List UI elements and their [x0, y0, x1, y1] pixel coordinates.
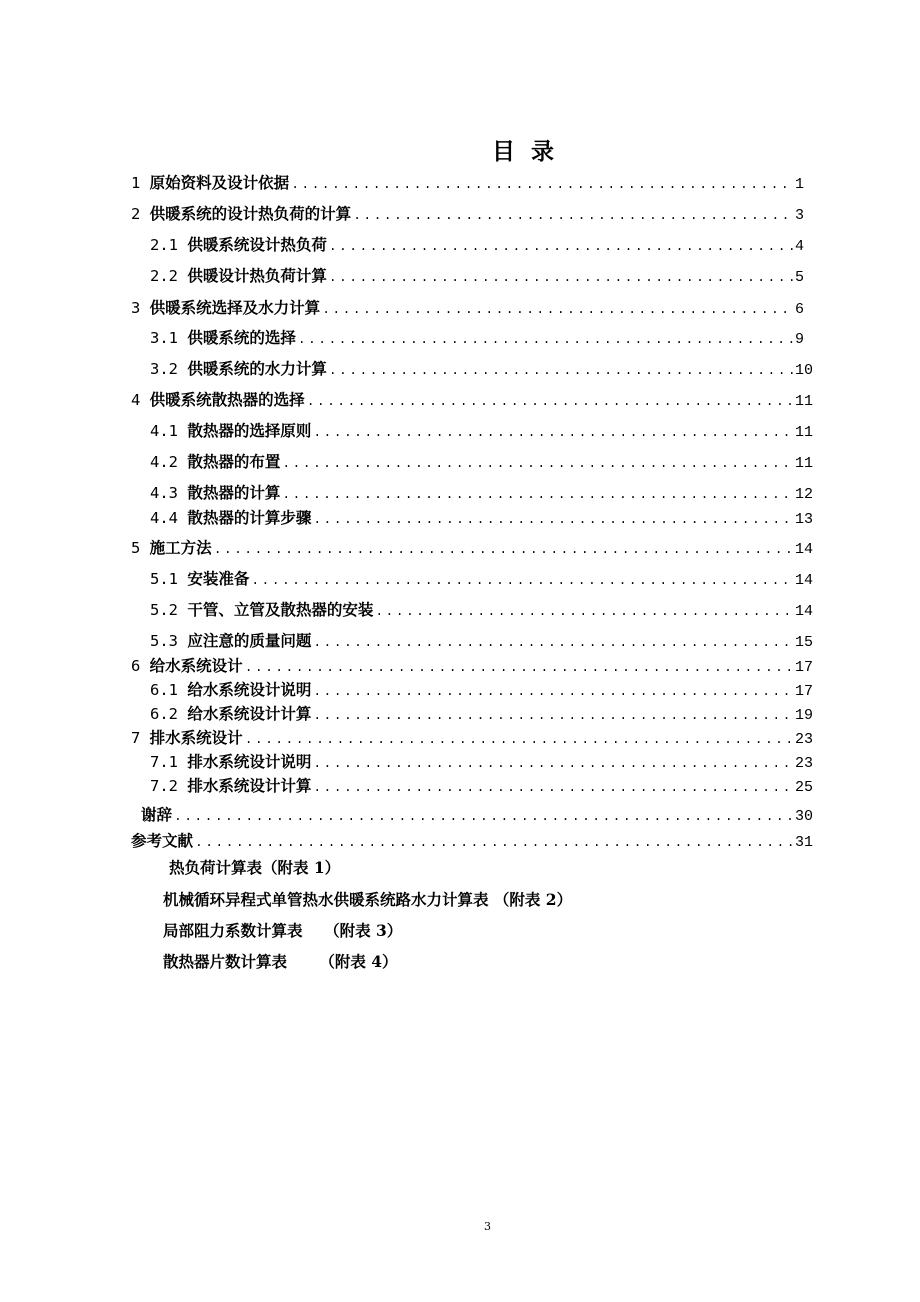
toc-leader-dots	[282, 487, 793, 502]
toc-title: 目 录	[491, 138, 558, 165]
toc-entry-number: 7	[131, 729, 150, 747]
toc-leader-dots	[322, 302, 793, 317]
toc-entry-text: 散热器的计算	[187, 483, 281, 502]
toc-entry-page: 6	[794, 301, 804, 318]
toc-entry-text: 供暖系统的选择	[187, 328, 296, 347]
toc-entry-page: 23	[794, 755, 813, 772]
toc-entry-page: 14	[794, 603, 813, 620]
toc-leader-dots	[282, 456, 793, 471]
toc-entry-number: 2.2	[150, 267, 188, 285]
toc-entry-number: 7.1	[150, 753, 188, 771]
toc-entry-page: 9	[794, 331, 804, 348]
toc-entry-text: 给水系统设计计算	[187, 704, 312, 723]
toc-leader-dots	[174, 809, 793, 824]
toc-entry-text: 谢辞	[141, 805, 173, 824]
page-number: 3	[484, 1220, 491, 1233]
toc-entry-page: 10	[794, 362, 813, 379]
toc-entry[interactable]	[150, 450, 813, 472]
toc-entry-text: 给水系统设计说明	[187, 680, 312, 699]
toc-entry[interactable]	[131, 171, 804, 193]
toc-entry-text: 供暖系统散热器的选择	[149, 390, 305, 409]
toc-entry-number: 6	[131, 657, 150, 675]
toc-entry-number: 4.3	[150, 484, 188, 502]
toc-entry[interactable]	[150, 357, 813, 379]
toc-entry-page: 3	[794, 207, 804, 224]
toc-leader-dots	[313, 512, 793, 527]
toc-entry[interactable]	[131, 536, 813, 558]
toc-entry[interactable]	[131, 829, 813, 851]
toc-leader-dots	[251, 573, 793, 588]
toc-entry-number: 5.3	[150, 632, 188, 650]
toc-entry-text: 散热器的计算步骤	[187, 508, 312, 527]
toc-entry-page: 5	[794, 269, 804, 286]
toc-entry[interactable]	[131, 296, 804, 318]
toc-entry-text: 原始资料及设计依据	[149, 173, 290, 192]
toc-entry-page: 25	[794, 779, 813, 796]
toc-leader-dots	[329, 239, 793, 254]
toc-entry[interactable]	[150, 567, 813, 589]
toc-entry-text: 供暖系统的水力计算	[187, 359, 327, 378]
toc-entry-page: 17	[794, 659, 813, 676]
toc-entry[interactable]	[150, 506, 813, 528]
appendix-item[interactable]: 热负荷计算表（附表 1）	[169, 858, 341, 877]
toc-leader-dots	[313, 684, 793, 699]
toc-entry-number: 3.2	[150, 360, 188, 378]
toc-entry[interactable]	[150, 598, 813, 620]
toc-entry-text: 安装准备	[187, 569, 250, 588]
toc-entry-text: 给水系统设计	[149, 656, 243, 675]
toc-leader-dots	[245, 660, 793, 675]
toc-entry-text: 应注意的质量问题	[187, 631, 312, 650]
toc-entry-text: 供暖系统选择及水力计算	[149, 298, 321, 317]
toc-entry[interactable]	[150, 678, 813, 700]
toc-entry[interactable]	[150, 629, 813, 651]
toc-entry[interactable]	[150, 233, 804, 255]
toc-leader-dots	[329, 270, 793, 285]
toc-entry-number: 6.1	[150, 681, 188, 699]
toc-entry-page: 14	[794, 572, 813, 589]
toc-entry-page: 15	[794, 634, 813, 651]
toc-entry-number: 3.1	[150, 329, 188, 347]
toc-entry-number: 4.2	[150, 453, 188, 471]
toc-entry[interactable]	[131, 388, 813, 410]
toc-leader-dots	[313, 756, 793, 771]
toc-entry-number: 6.2	[150, 705, 188, 723]
toc-entry-page: 31	[794, 834, 813, 851]
toc-entry-page: 1	[794, 176, 804, 193]
toc-entry-text: 散热器的选择原则	[187, 421, 312, 440]
toc-leader-dots	[214, 542, 793, 557]
toc-leader-dots	[353, 208, 793, 223]
toc-entry-page: 13	[794, 511, 813, 528]
appendix-item[interactable]: 局部阻力系数计算表 （附表 3）	[163, 921, 403, 940]
toc-entry-page: 4	[794, 238, 804, 255]
toc-entry[interactable]	[150, 750, 813, 772]
toc-entry-number: 4.1	[150, 422, 188, 440]
toc-leader-dots	[245, 732, 793, 747]
toc-entry-page: 23	[794, 731, 813, 748]
toc-entry-number: 7.2	[150, 777, 188, 795]
toc-entry-text: 排水系统设计说明	[187, 752, 312, 771]
toc-entry-text: 参考文献	[131, 831, 194, 850]
toc-entry-number: 2	[131, 205, 150, 223]
toc-entry-page: 12	[794, 486, 813, 503]
toc-leader-dots	[375, 604, 793, 619]
toc-entry-text: 排水系统设计计算	[187, 776, 312, 795]
toc-leader-dots	[313, 635, 793, 650]
toc-entry-text: 供暖系统的设计热负荷的计算	[149, 204, 352, 223]
toc-entry-page: 11	[794, 393, 813, 410]
toc-entry-number: 3	[131, 299, 150, 317]
toc-entry-number: 5.2	[150, 601, 188, 619]
toc-entry-text: 干管、立管及散热器的安装	[187, 600, 374, 619]
toc-leader-dots	[313, 425, 793, 440]
toc-leader-dots	[291, 177, 793, 192]
toc-entry-text: 散热器的布置	[187, 452, 281, 471]
toc-entry[interactable]	[150, 774, 813, 796]
toc-entry[interactable]	[150, 702, 813, 724]
toc-leader-dots	[307, 394, 793, 409]
toc-entry-page: 14	[794, 541, 813, 558]
toc-entry-page: 11	[794, 424, 813, 441]
toc-entry[interactable]	[141, 803, 813, 825]
toc-entry-number: 5.1	[150, 570, 188, 588]
toc-entry-page: 17	[794, 683, 813, 700]
toc-entry[interactable]	[150, 264, 804, 286]
toc-entry-text: 排水系统设计	[149, 728, 243, 747]
toc-entry-text: 供暖设计热负荷计算	[187, 266, 327, 285]
toc-entry-number: 5	[131, 539, 150, 557]
toc-leader-dots	[329, 363, 793, 378]
toc-leader-dots	[313, 708, 793, 723]
toc-entry[interactable]	[131, 654, 813, 676]
toc-entry-number: 4.4	[150, 509, 188, 527]
toc-entry-number: 2.1	[150, 236, 188, 254]
toc-entry-page: 19	[794, 707, 813, 724]
toc-entry-page: 30	[794, 808, 813, 825]
toc-entry-number: 1	[131, 174, 150, 192]
toc-entry-text: 施工方法	[149, 538, 212, 557]
toc-entry[interactable]	[131, 726, 813, 748]
toc-entry-text: 供暖系统设计热负荷	[187, 235, 327, 254]
toc-entry-page: 11	[794, 455, 813, 472]
appendix-item[interactable]: 散热器片数计算表 （附表 4）	[163, 952, 398, 971]
toc-entry[interactable]	[150, 326, 804, 348]
toc-entry[interactable]	[150, 481, 813, 503]
appendix-item[interactable]: 机械循环异程式单管热水供暖系统路水力计算表 （附表 2）	[163, 890, 573, 909]
toc-leader-dots	[195, 835, 793, 850]
toc-leader-dots	[313, 780, 793, 795]
toc-entry[interactable]	[150, 419, 813, 441]
toc-leader-dots	[298, 332, 793, 347]
toc-entry[interactable]	[131, 202, 804, 224]
toc-entry-number: 4	[131, 391, 150, 409]
